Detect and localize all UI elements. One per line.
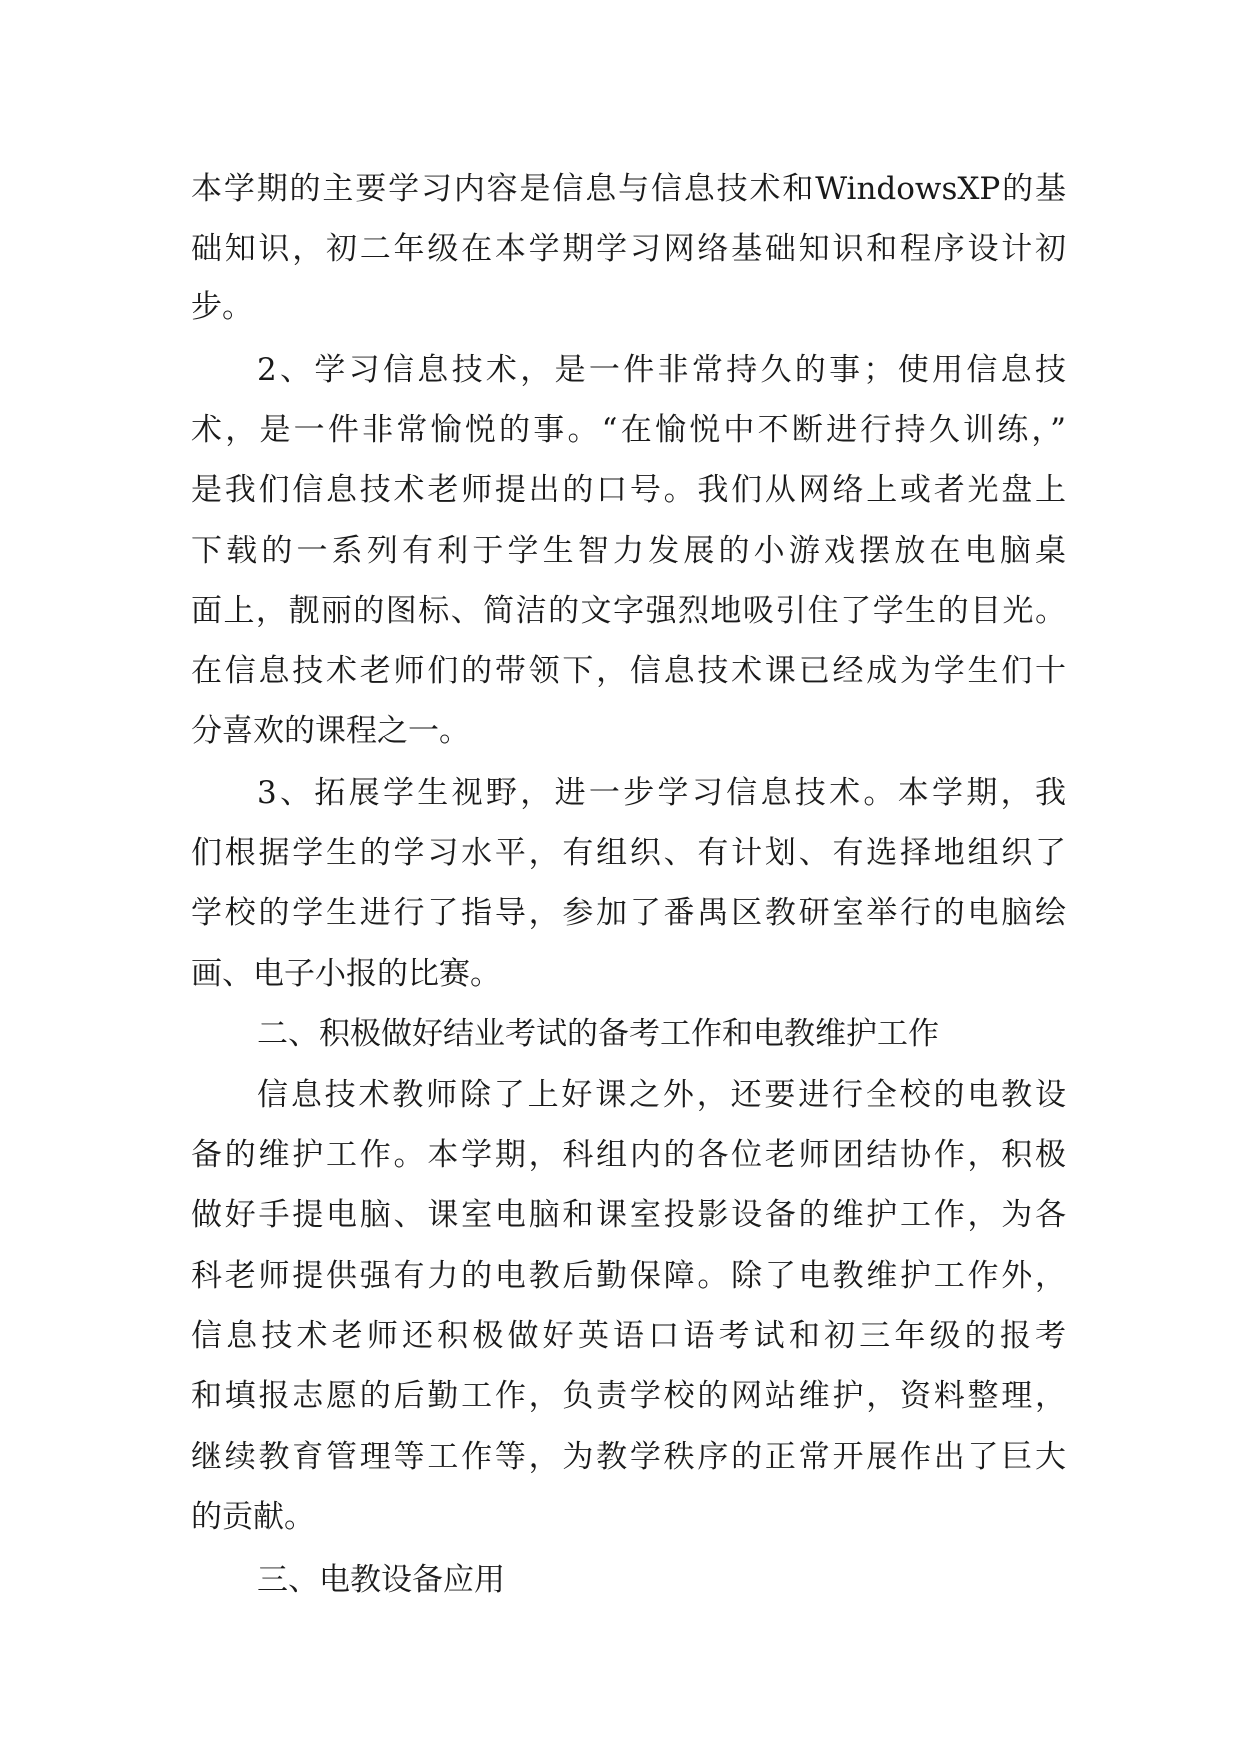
section-heading: 二、积极做好结业考试的备考工作和电教维护工作 bbox=[257, 1016, 939, 1052]
text-line: 做好手提电脑、课室电脑和课室投影设备的维护工作，为各 bbox=[191, 1197, 1066, 1233]
text-line: 们根据学生的学习水平，有组织、有计划、有选择地组织了 bbox=[191, 835, 1066, 871]
text-line: 分喜欢的课程之一。 bbox=[191, 713, 470, 749]
text-line: 在信息技术老师们的带领下，信息技术课已经成为学生们十 bbox=[191, 653, 1066, 689]
text-line: 学校的学生进行了指导，参加了番禺区教研室举行的电脑绘 bbox=[191, 895, 1066, 931]
text-line: 信息技术教师除了上好课之外，还要进行全校的电教设 bbox=[257, 1077, 1066, 1113]
text-line: 3、拓展学生视野，进一步学习信息技术。本学期，我 bbox=[257, 775, 1066, 811]
text-line: 础知识，初二年级在本学期学习网络基础知识和程序设计初 bbox=[191, 231, 1066, 267]
text-line: 本学期的主要学习内容是信息与信息技术和WindowsXP的基 bbox=[191, 171, 1066, 207]
text-line: 科老师提供强有力的电教后勤保障。除了电教维护工作外， bbox=[191, 1258, 1066, 1294]
text-line: 信息技术老师还积极做好英语口语考试和初三年级的报考 bbox=[191, 1318, 1066, 1354]
text-line: 和填报志愿的后勤工作，负责学校的网站维护，资料整理， bbox=[191, 1378, 1066, 1414]
text-line: 面上，靓丽的图标、简洁的文字强烈地吸引住了学生的目光。 bbox=[191, 593, 1066, 629]
text-line: 是我们信息技术老师提出的口号。我们从网络上或者光盘上 bbox=[191, 472, 1066, 508]
text-line: 的贡献。 bbox=[191, 1499, 315, 1535]
text-line: 画、电子小报的比赛。 bbox=[191, 956, 501, 992]
text-line: 继续教育管理等工作等，为教学秩序的正常开展作出了巨大 bbox=[191, 1439, 1066, 1475]
text-line: 下载的一系列有利于学生智力发展的小游戏摆放在电脑桌 bbox=[191, 533, 1066, 569]
text-line: 2、学习信息技术，是一件非常持久的事；使用信息技 bbox=[257, 352, 1066, 388]
text-line: 备的维护工作。本学期，科组内的各位老师团结协作，积极 bbox=[191, 1137, 1066, 1173]
text-line: 术，是一件非常愉悦的事。“在愉悦中不断进行持久训练，” bbox=[191, 412, 1066, 448]
section-heading: 三、电教设备应用 bbox=[257, 1562, 505, 1598]
text-line: 步。 bbox=[191, 289, 253, 325]
